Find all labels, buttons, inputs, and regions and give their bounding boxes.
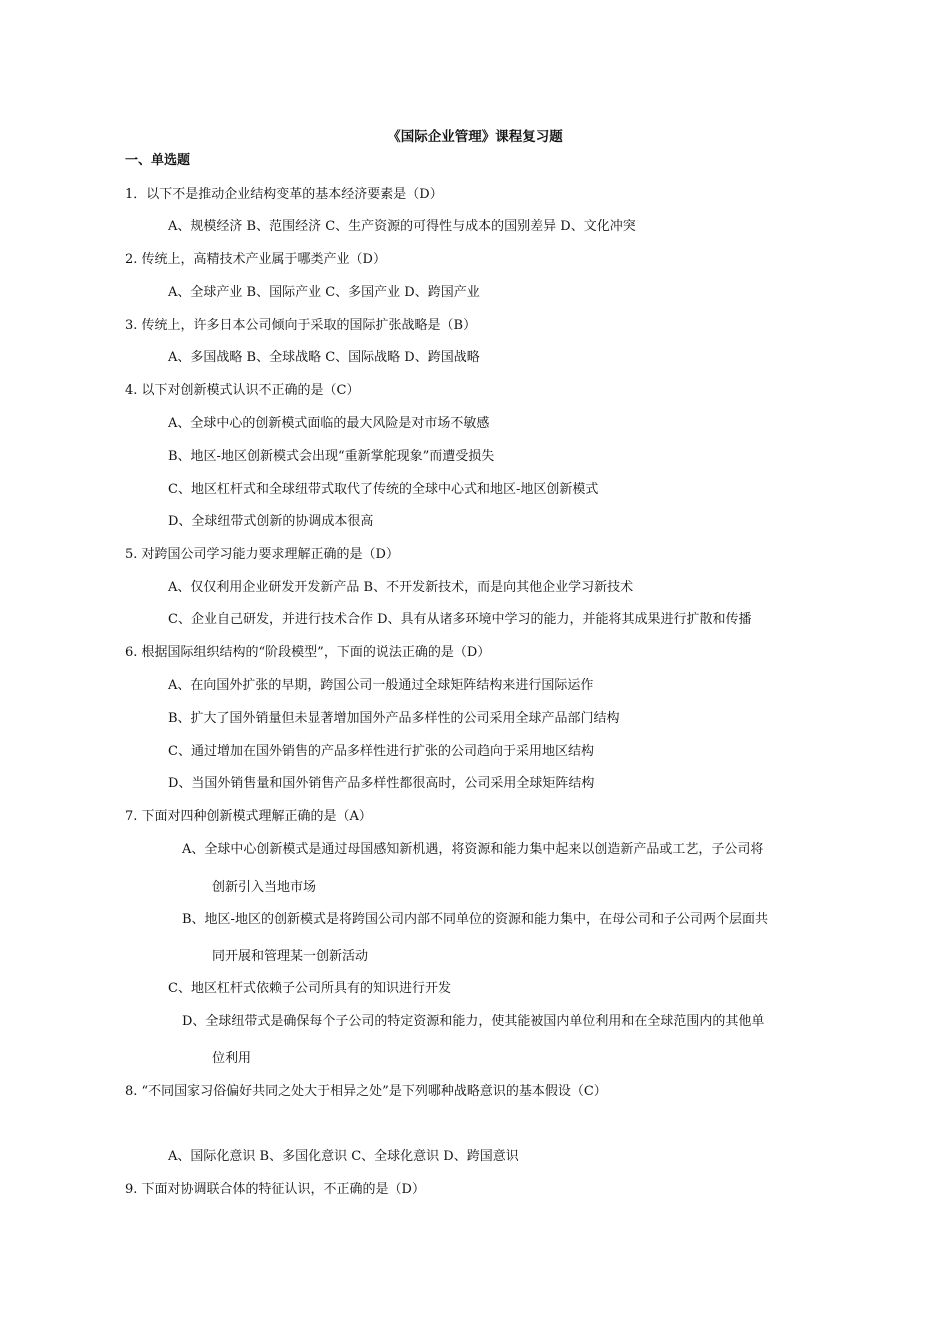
question-5: 5. 对跨国公司学习能力要求理解正确的是（D） xyxy=(125,547,399,562)
question-2-options: A、全球产业 B、国际产业 C、多国产业 D、跨国产业 xyxy=(168,285,480,300)
question-7-option-b-cont: 同开展和管理某一创新活动 xyxy=(212,949,369,964)
question-8: 8. “不同国家习俗偏好共同之处大于相异之处”是下列哪种战略意识的基本假设（C） xyxy=(125,1084,607,1099)
question-3-options: A、多国战略 B、全球战略 C、国际战略 D、跨国战略 xyxy=(168,350,480,365)
question-7-option-d: D、全球纽带式是确保每个子公司的特定资源和能力，使其能被国内单位利用和在全球范围内的其他单 xyxy=(182,1014,765,1029)
question-6-option-d: D、当国外销售量和国外销售产品多样性都很高时，公司采用全球矩阵结构 xyxy=(168,776,595,791)
question-3: 3. 传统上，许多日本公司倾向于采取的国际扩张战略是（B） xyxy=(125,318,477,333)
document-title: 《国际企业管理》课程复习题 xyxy=(387,129,563,145)
question-8-options: A、国际化意识 B、多国化意识 C、全球化意识 D、跨国意识 xyxy=(168,1149,519,1164)
question-7-option-c: C、地区杠杆式依赖子公司所具有的知识进行开发 xyxy=(168,981,451,996)
question-6-option-a: A、在向国外扩张的早期，跨国公司一般通过全球矩阵结构来进行国际运作 xyxy=(168,678,594,693)
question-7-option-a: A、全球中心创新模式是通过母国感知新机遇，将资源和能力集中起来以创造新产品或工艺，子公司将 xyxy=(182,842,764,857)
question-6: 6. 根据国际组织结构的“阶段模型”，下面的说法正确的是（D） xyxy=(125,645,491,660)
question-6-option-b: B、扩大了国外销量但未显著增加国外产品多样性的公司采用全球产品部门结构 xyxy=(168,711,620,726)
question-4-option-a: A、全球中心的创新模式面临的最大风险是对市场不敏感 xyxy=(168,416,490,431)
question-1: 1．以下不是推动企业结构变革的基本经济要素是（D） xyxy=(125,187,443,202)
question-7-option-a-cont: 创新引入当地市场 xyxy=(212,880,317,895)
question-1-options: A、规模经济 B、范围经济 C、生产资源的可得性与成本的国别差异 D、文化冲突 xyxy=(168,219,636,234)
question-7: 7. 下面对四种创新模式理解正确的是（A） xyxy=(125,809,372,824)
question-7-option-b: B、地区-地区的创新模式是将跨国公司内部不同单位的资源和能力集中，在母公司和子公司两个层面共 xyxy=(182,912,768,927)
question-7-option-d-cont: 位利用 xyxy=(212,1051,252,1066)
question-5-options-ab: A、仅仅利用企业研发开发新产品 B、不开发新技术，而是向其他企业学习新技术 xyxy=(168,580,634,595)
question-6-option-c: C、通过增加在国外销售的产品多样性进行扩张的公司趋向于采用地区结构 xyxy=(168,744,594,759)
question-5-options-cd: C、企业自己研发，并进行技术合作 D、具有从诸多环境中学习的能力，并能将其成果进行扩散和传播 xyxy=(168,612,752,627)
question-4-option-b: B、地区-地区创新模式会出现“重新掌舵现象”而遭受损失 xyxy=(168,449,495,464)
question-4: 4. 以下对创新模式认识不正确的是（C） xyxy=(125,383,360,398)
question-9: 9. 下面对协调联合体的特征认识，不正确的是（D） xyxy=(125,1182,425,1197)
question-2: 2. 传统上，高精技术产业属于哪类产业（D） xyxy=(125,252,386,267)
question-4-option-c: C、地区杠杆式和全球纽带式取代了传统的全球中心式和地区-地区创新模式 xyxy=(168,482,599,497)
question-4-option-d: D、全球纽带式创新的协调成本很高 xyxy=(168,514,374,529)
section-heading: 一、单选题 xyxy=(125,153,191,168)
